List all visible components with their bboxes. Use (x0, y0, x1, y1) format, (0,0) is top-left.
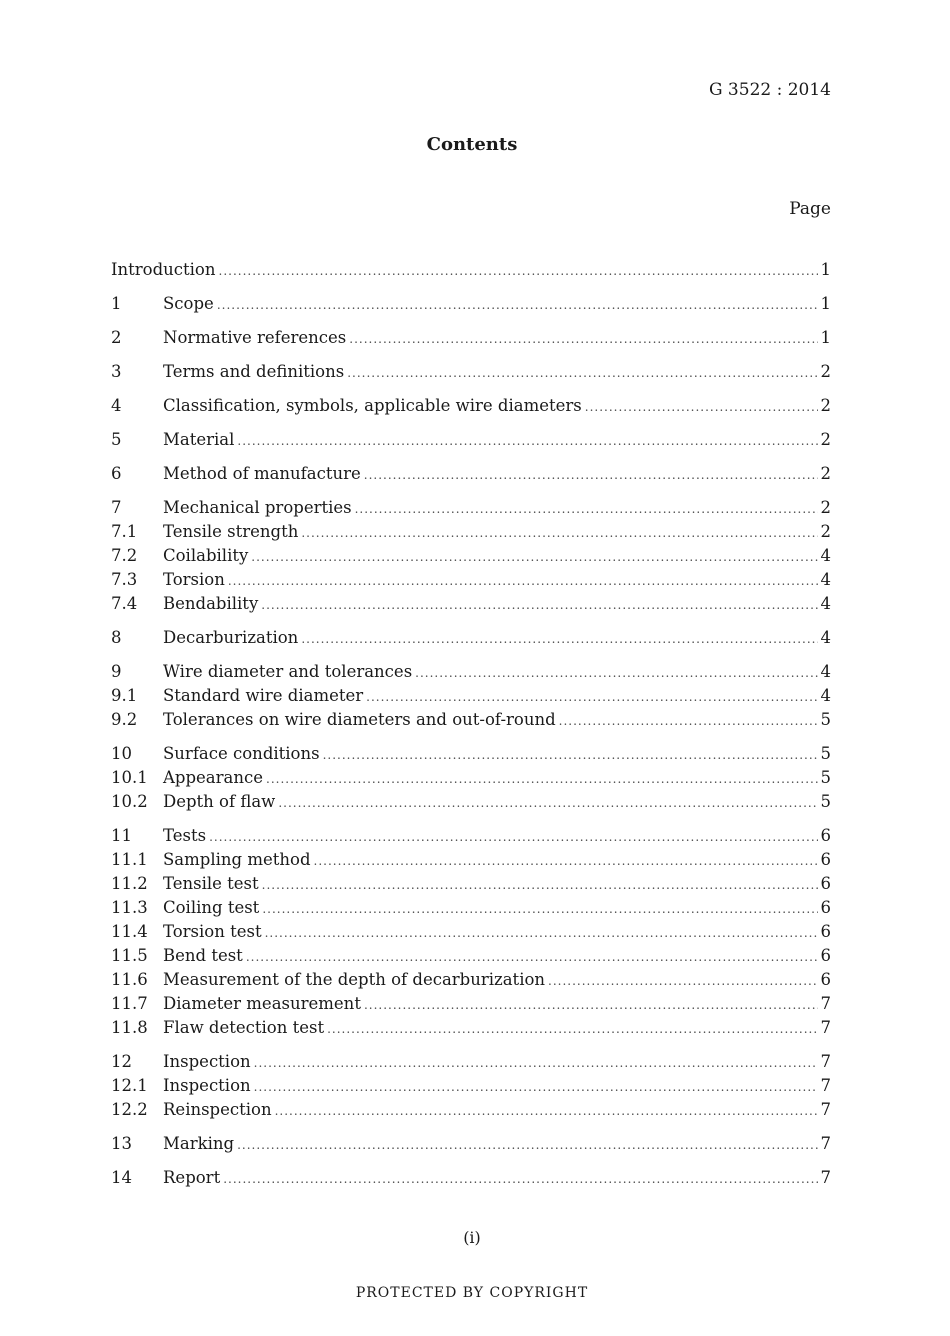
dot-leader (262, 873, 818, 897)
toc-entry[interactable] (111, 896, 831, 920)
toc-entry-page: 6 (820, 946, 831, 965)
toc-entry[interactable] (111, 1098, 831, 1122)
toc-entry-number: 11.6 (111, 970, 148, 989)
toc-entry[interactable] (111, 660, 831, 684)
toc-entry[interactable] (111, 462, 831, 486)
dot-leader (347, 361, 817, 385)
toc-entry-label: Tensile strength (163, 522, 299, 541)
dot-leader (355, 497, 818, 521)
toc-entry-page: 7 (820, 1100, 831, 1119)
toc-group (111, 292, 831, 316)
dot-leader (415, 661, 817, 685)
toc-entry-page: 2 (820, 362, 831, 381)
toc-entry[interactable] (111, 944, 831, 968)
toc-entry-number: 12 (111, 1052, 132, 1071)
page-column-label: Page (789, 199, 831, 219)
toc-entry-number: 11.8 (111, 1018, 148, 1037)
toc-entry[interactable] (111, 360, 831, 384)
toc-entry-number: 11.5 (111, 946, 148, 965)
page-title: Contents (426, 134, 518, 155)
toc-group (111, 394, 831, 418)
toc-entry-label: Bend test (163, 946, 243, 965)
toc-entry-page: 6 (820, 898, 831, 917)
toc-entry-page: 7 (820, 1168, 831, 1187)
toc-entry-label: Marking (163, 1134, 235, 1153)
toc-entry[interactable] (111, 708, 831, 732)
toc-entry-label: Mechanical properties (163, 498, 352, 517)
toc-group (111, 824, 831, 1040)
toc-entry-number: 11.2 (111, 874, 148, 893)
dot-leader (266, 767, 818, 791)
footer-page-number: (i) (463, 1228, 481, 1247)
toc-group (111, 660, 831, 732)
toc-entry-label: Torsion (163, 570, 225, 589)
toc-entry-number: 14 (111, 1168, 132, 1187)
toc-entry-page: 5 (820, 792, 831, 811)
toc-entry-number: 10 (111, 744, 132, 763)
dot-leader (237, 1133, 817, 1157)
dot-leader (262, 897, 817, 921)
toc-group (111, 742, 831, 814)
toc-group (111, 496, 831, 616)
dot-leader (209, 825, 817, 849)
toc-entry-label: Torsion test (163, 922, 262, 941)
toc-entry[interactable] (111, 920, 831, 944)
dot-leader (223, 1167, 817, 1191)
toc-entry-number: 8 (111, 628, 122, 647)
toc-entry-number: 7 (111, 498, 122, 517)
toc-entry-page: 7 (820, 1076, 831, 1095)
toc-entry-page: 5 (820, 768, 831, 787)
dot-leader (585, 395, 818, 419)
toc-entry-page: 2 (820, 522, 831, 541)
toc-entry[interactable] (111, 1050, 831, 1074)
toc-entry-page: 6 (820, 874, 831, 893)
dot-leader (217, 293, 818, 317)
dot-leader (254, 1075, 818, 1099)
dot-leader (548, 969, 817, 993)
toc-entry-page: 7 (820, 1018, 831, 1037)
toc-entry-number: 11.3 (111, 898, 148, 917)
toc-entry-page: 2 (820, 430, 831, 449)
toc-entry[interactable] (111, 1016, 831, 1040)
toc-entry-number: 3 (111, 362, 122, 381)
toc-entry-label: Measurement of the depth of decarburization (163, 970, 546, 989)
toc-entry[interactable] (111, 1132, 831, 1156)
toc-entry-page: 2 (820, 498, 831, 517)
toc-entry-label: Sampling method (163, 850, 311, 869)
dot-leader (246, 945, 818, 969)
toc-entry-label: Coilability (163, 546, 249, 565)
dot-leader (237, 429, 817, 453)
toc-entry-number: 10.2 (111, 792, 148, 811)
toc-entry-label: Inspection (163, 1052, 251, 1071)
toc-entry-page: 4 (820, 570, 831, 589)
toc-entry[interactable] (111, 992, 831, 1016)
toc-entry-page: 2 (820, 464, 831, 483)
toc-entry-label: Tensile test (163, 874, 259, 893)
dot-leader (301, 521, 817, 545)
toc-group (111, 1166, 831, 1190)
toc-entry[interactable] (111, 626, 831, 650)
toc-entry-label: Bendability (163, 594, 259, 613)
toc-entry-label: Appearance (163, 768, 263, 787)
dot-leader (314, 849, 818, 873)
toc-entry-page: 4 (820, 546, 831, 565)
toc-entry-number: 10.1 (111, 768, 148, 787)
dot-leader (219, 259, 818, 283)
toc-entry-number: 4 (111, 396, 122, 415)
toc-entry-page: 4 (820, 628, 831, 647)
toc-entry-number: 5 (111, 430, 122, 449)
toc-entry-page: 7 (820, 994, 831, 1013)
toc-entry[interactable] (111, 326, 831, 350)
copyright-notice: PROTECTED BY COPYRIGHT (355, 1285, 589, 1301)
dot-leader (265, 921, 818, 945)
toc-entry-page: 5 (820, 710, 831, 729)
toc-group (111, 360, 831, 384)
toc-entry-number: 2 (111, 328, 122, 347)
toc-entry[interactable] (111, 544, 831, 568)
toc-entry-number: 7.2 (111, 546, 138, 565)
toc-entry[interactable] (111, 520, 831, 544)
dot-leader (251, 545, 817, 569)
dot-leader (349, 327, 817, 351)
toc-entry[interactable] (111, 592, 831, 616)
dot-leader (323, 743, 818, 767)
toc-entry[interactable] (111, 394, 831, 418)
toc-entry-number: 6 (111, 464, 122, 483)
dot-leader (559, 709, 818, 733)
toc-entry-label: Normative references (163, 328, 347, 347)
toc-entry-label: Surface conditions (163, 744, 320, 763)
toc-entry[interactable] (111, 496, 831, 520)
dot-leader (278, 791, 817, 815)
toc-entry-page: 6 (820, 922, 831, 941)
toc-entry-page: 1 (820, 294, 831, 313)
toc-entry-number: 9.1 (111, 686, 138, 705)
dot-leader (366, 685, 817, 709)
toc-entry-number: 9 (111, 662, 122, 681)
toc-entry-number: 7.4 (111, 594, 138, 613)
toc-entry-number: 11.7 (111, 994, 148, 1013)
toc-entry-label: Standard wire diameter (163, 686, 364, 705)
toc-entry[interactable] (111, 824, 831, 848)
toc-entry-label: Material (163, 430, 235, 449)
toc-entry-page: 2 (820, 396, 831, 415)
toc-entry[interactable] (111, 742, 831, 766)
toc-entry-page: 6 (820, 850, 831, 869)
toc-entry[interactable] (111, 848, 831, 872)
toc-entry[interactable] (111, 258, 831, 282)
toc-entry-page: 7 (820, 1052, 831, 1071)
toc-group (111, 626, 831, 650)
toc-entry-number: 11.4 (111, 922, 148, 941)
toc-entry[interactable] (111, 292, 831, 316)
toc-entry-page: 4 (820, 686, 831, 705)
toc-entry[interactable] (111, 790, 831, 814)
toc-entry-label: Introduction (111, 260, 216, 279)
toc-entry-page: 6 (820, 826, 831, 845)
toc-entry[interactable] (111, 766, 831, 790)
toc-group (111, 1132, 831, 1156)
dot-leader (261, 593, 817, 617)
toc-entry-label: Tolerances on wire diameters and out-of-round (163, 710, 556, 729)
standard-number: G 3522 : 2014 (708, 80, 831, 100)
toc-entry[interactable] (111, 968, 831, 992)
toc-group (111, 326, 831, 350)
toc-entry-label: Scope (163, 294, 214, 313)
table-of-contents (111, 258, 831, 1200)
toc-entry-label: Wire diameter and tolerances (163, 662, 413, 681)
toc-group (111, 462, 831, 486)
toc-entry[interactable] (111, 684, 831, 708)
toc-entry-page: 1 (820, 328, 831, 347)
toc-entry-label: Reinspection (163, 1100, 272, 1119)
toc-entry-label: Diameter measurement (163, 994, 361, 1013)
toc-entry-label: Report (163, 1168, 221, 1187)
toc-entry-number: 13 (111, 1134, 132, 1153)
dot-leader (275, 1099, 818, 1123)
toc-entry-number: 12.1 (111, 1076, 148, 1095)
toc-entry-page: 4 (820, 662, 831, 681)
toc-entry[interactable] (111, 568, 831, 592)
toc-entry-page: 5 (820, 744, 831, 763)
toc-entry[interactable] (111, 428, 831, 452)
dot-leader (228, 569, 818, 593)
dot-leader (254, 1051, 818, 1075)
toc-entry-label: Tests (163, 826, 207, 845)
toc-entry-label: Flaw detection test (163, 1018, 325, 1037)
toc-entry-number: 11 (111, 826, 132, 845)
toc-entry-page: 4 (820, 594, 831, 613)
toc-entry-page: 1 (820, 260, 831, 279)
toc-entry-label: Coiling test (163, 898, 260, 917)
toc-entry-number: 7.1 (111, 522, 138, 541)
toc-entry-number: 1 (111, 294, 122, 313)
toc-entry-number: 7.3 (111, 570, 138, 589)
toc-group (111, 428, 831, 452)
toc-entry-label: Method of manufacture (163, 464, 361, 483)
toc-group (111, 258, 831, 282)
dot-leader (301, 627, 817, 651)
toc-entry[interactable] (111, 1166, 831, 1190)
toc-entry[interactable] (111, 872, 831, 896)
toc-entry-label: Inspection (163, 1076, 251, 1095)
toc-entry-number: 11.1 (111, 850, 148, 869)
toc-entry-page: 6 (820, 970, 831, 989)
toc-entry-page: 7 (820, 1134, 831, 1153)
toc-entry-number: 12.2 (111, 1100, 148, 1119)
dot-leader (364, 993, 818, 1017)
toc-group (111, 1050, 831, 1122)
toc-entry-label: Depth of flaw (163, 792, 276, 811)
dot-leader (327, 1017, 817, 1041)
toc-entry-label: Decarburization (163, 628, 299, 647)
toc-entry[interactable] (111, 1074, 831, 1098)
dot-leader (364, 463, 818, 487)
toc-entry-label: Classification, symbols, applicable wire diameters (163, 396, 582, 415)
toc-entry-label: Terms and definitions (163, 362, 345, 381)
toc-entry-number: 9.2 (111, 710, 138, 729)
